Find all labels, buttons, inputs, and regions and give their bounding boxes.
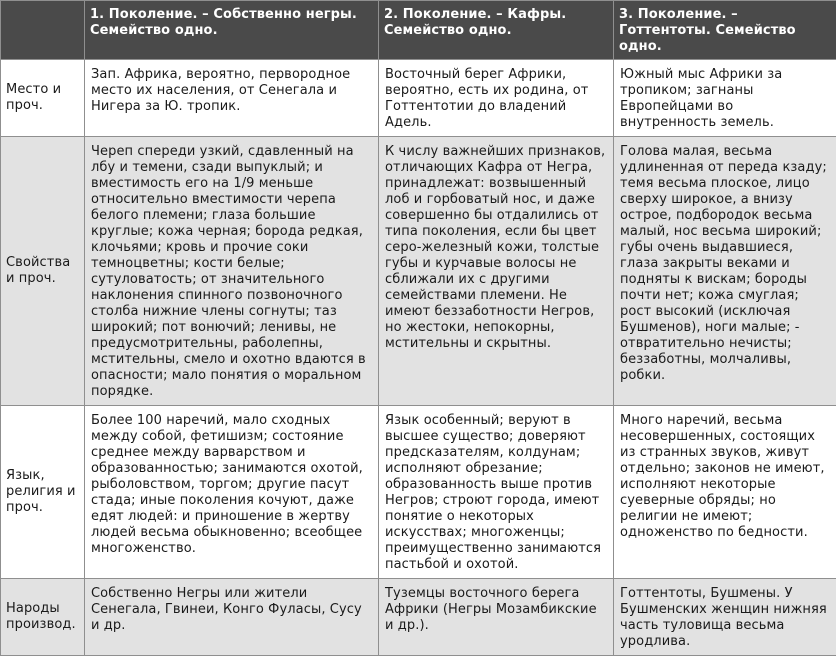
table-row-properties — [1, 137, 836, 406]
cell-peoples-gen3: Готтентоты, Бушмены. У Бушменских женщин нижняя часть туловища весьма уродлива. — [614, 579, 836, 656]
cell-peoples-gen2: Туземцы восточного берега Африки (Негры Мозамбикские и др.). — [379, 579, 614, 656]
row-label-location: Место и проч. — [1, 60, 85, 137]
row-label-peoples: Народы производ. — [1, 579, 85, 656]
cell-location-gen3: Южный мыс Африки за тропиком; загнаны Европейцами во внутренность земель. — [614, 60, 836, 137]
cell-language-gen1: Более 100 наречий, мало сходных между собой, фетишизм; состояние среднее между варварством и образованностью; занимаются охотой, рыболовством, торгом; другие пасут стада; иные поколения кочуют, даже едят людей: и приношение в жертву людей весьма обыкновенно; всеобщее многоженство. — [85, 406, 379, 579]
table-row-location — [1, 60, 836, 137]
header-generation-2: 2. Поколение. – Кафры. Семейство одно. — [379, 1, 614, 60]
header-corner — [1, 1, 85, 60]
row-label-properties: Свойства и проч. — [1, 137, 85, 406]
table-header — [1, 1, 836, 60]
cell-language-gen2: Язык особенный; веруют в высшее существо; доверяют предсказателям, колдунам; исполняют обрезание; образованность выше против Негров; строют города, имеют понятие о некоторых искусствах; многоженцы; преимущественно занимаются пастьбой и охотой. — [379, 406, 614, 579]
cell-peoples-gen1: Собственно Негры или жители Сенегала, Гвинеи, Конго Фуласы, Сусу и др. — [85, 579, 379, 656]
header-row — [1, 1, 836, 60]
cell-properties-gen3: Голова малая, весьма удлиненная от переда кзаду; темя весьма плоское, лицо сверху широкое, а внизу острое, подбородок весьма малый, нос весьма широкий; губы очень выдавшиеся, глаза закрыты веками и подняты к вискам; бороды почти нет; кожа смуглая; рост высокий (исключая Бушменов), ноги малые; - отвратительно нечисты; беззаботны, молчаливы, робки. — [614, 137, 836, 406]
cell-properties-gen2: К числу важнейших признаков, отличающих Кафра от Негра, принадлежат: возвышенный лоб и горбоватый нос, и даже совершенно бы отдалились от типа поколения, если бы цвет серо-железный кожи, толстые губы и курчавые волосы не сближали их с другими семействами племени. Не имеют беззаботности Негров, но жестоки, непокорны, мстительны и скрытны. — [379, 137, 614, 406]
cell-properties-gen1: Череп спереди узкий, сдавленный на лбу и темени, сзади выпуклый; и вместимость его на 1/9 меньше относительно вместимости черепа белого племени; глаза большие круглые; кожа черная; борода редкая, клочьями; кровь и прочие соки темноцветны; кости белые; сутуловатость; от значительного наклонения спинного позвоночного столба нижние члены согнуты; таз широкий; пот вонючий; ленивы, не предусмотрительны, раболепны, мстительны, смело и охотно вдаются в опасности; мало понятия о моральном порядке. — [85, 137, 379, 406]
cell-location-gen1: Зап. Африка, вероятно, первородное место их населения, от Сенегала и Нигера за Ю. тропик. — [85, 60, 379, 137]
cell-location-gen2: Восточный берег Африки, вероятно, есть их родина, от Готтентотии до владений Адель. — [379, 60, 614, 137]
table-body — [1, 60, 836, 656]
header-generation-1: 1. Поколение. – Собственно негры. Семейство одно. — [85, 1, 379, 60]
table-row-peoples — [1, 579, 836, 656]
row-label-language: Язык, религия и проч. — [1, 406, 85, 579]
header-generation-3: 3. Поколение. – Готтентоты. Семейство одно. — [614, 1, 836, 60]
cell-language-gen3: Много наречий, весьма несовершенных, состоящих из странных звуков, живут отдельно; законов не имеют, исполняют некоторые суеверные обряды; но религии не имеют; одноженство по бедности. — [614, 406, 836, 579]
table-row-language — [1, 406, 836, 579]
